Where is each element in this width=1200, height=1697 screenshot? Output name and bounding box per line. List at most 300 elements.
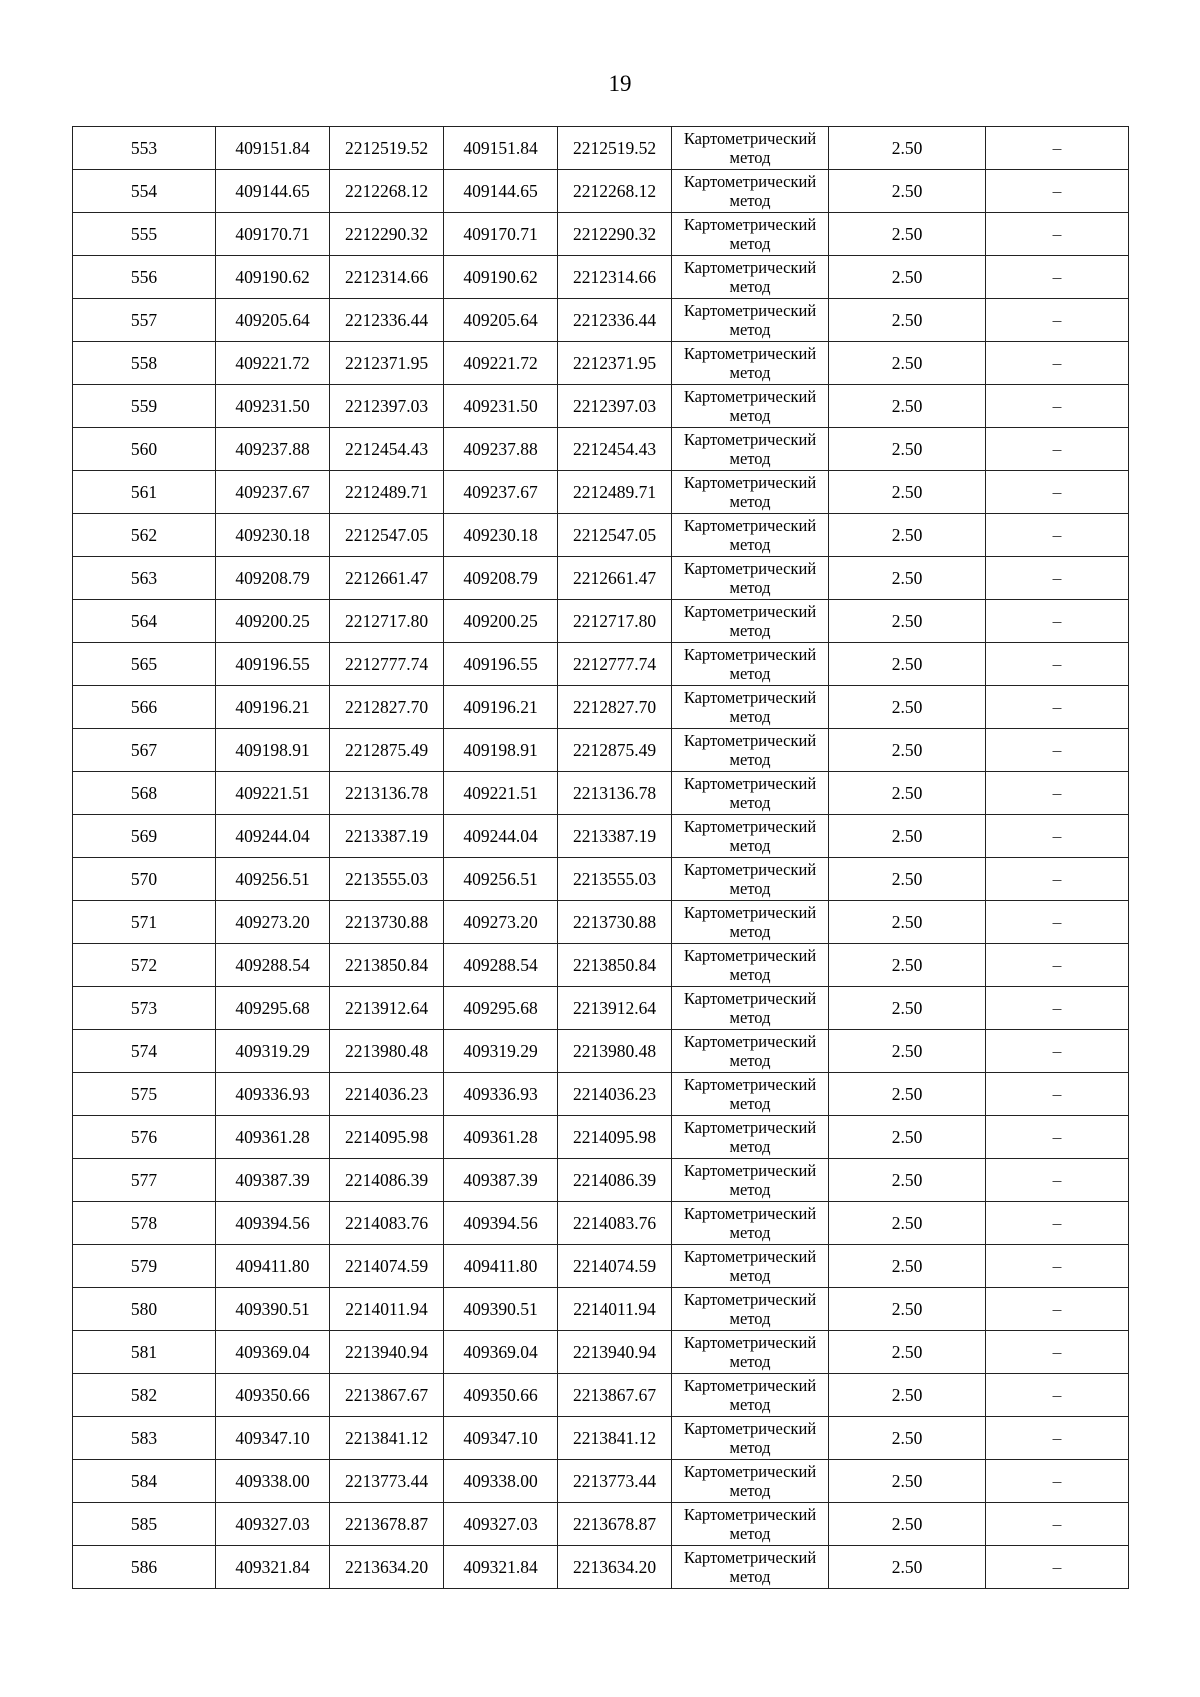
x-new-cell: 409295.68: [444, 987, 558, 1030]
method-cell: Картометрический метод: [672, 1417, 829, 1460]
x-new-cell: 409347.10: [444, 1417, 558, 1460]
x-existing-cell: 409208.79: [216, 557, 330, 600]
y-existing-cell: 2214074.59: [330, 1245, 444, 1288]
table-row: [73, 557, 1129, 600]
y-existing-cell: 2212777.74: [330, 643, 444, 686]
y-new-cell: 2213850.84: [558, 944, 672, 987]
precision-cell: 2.50: [829, 1030, 986, 1073]
table-row: [73, 213, 1129, 256]
table-row: [73, 858, 1129, 901]
y-new-cell: 2214036.23: [558, 1073, 672, 1116]
precision-cell: 2.50: [829, 1073, 986, 1116]
coordinates-table: [72, 126, 1129, 1589]
y-new-cell: 2214011.94: [558, 1288, 672, 1331]
x-new-cell: 409237.88: [444, 428, 558, 471]
y-existing-cell: 2213867.67: [330, 1374, 444, 1417]
point-number-cell: 586: [73, 1546, 216, 1589]
note-cell: –: [986, 729, 1129, 772]
table-row: [73, 1546, 1129, 1589]
x-new-cell: 409350.66: [444, 1374, 558, 1417]
x-new-cell: 409256.51: [444, 858, 558, 901]
table-row: [73, 686, 1129, 729]
precision-cell: 2.50: [829, 600, 986, 643]
y-existing-cell: 2213678.87: [330, 1503, 444, 1546]
note-cell: –: [986, 256, 1129, 299]
y-existing-cell: 2213980.48: [330, 1030, 444, 1073]
table-row: [73, 1288, 1129, 1331]
method-cell: Картометрический метод: [672, 342, 829, 385]
note-cell: –: [986, 557, 1129, 600]
x-new-cell: 409205.64: [444, 299, 558, 342]
y-new-cell: 2213634.20: [558, 1546, 672, 1589]
precision-cell: 2.50: [829, 1288, 986, 1331]
point-number-cell: 553: [73, 127, 216, 170]
y-new-cell: 2212268.12: [558, 170, 672, 213]
y-existing-cell: 2212290.32: [330, 213, 444, 256]
point-number-cell: 578: [73, 1202, 216, 1245]
y-new-cell: 2213841.12: [558, 1417, 672, 1460]
y-existing-cell: 2213841.12: [330, 1417, 444, 1460]
y-existing-cell: 2212454.43: [330, 428, 444, 471]
table-row: [73, 342, 1129, 385]
precision-cell: 2.50: [829, 643, 986, 686]
note-cell: –: [986, 858, 1129, 901]
y-existing-cell: 2213136.78: [330, 772, 444, 815]
method-cell: Картометрический метод: [672, 858, 829, 901]
x-new-cell: 409390.51: [444, 1288, 558, 1331]
point-number-cell: 572: [73, 944, 216, 987]
note-cell: –: [986, 170, 1129, 213]
note-cell: –: [986, 1073, 1129, 1116]
table-row: [73, 1030, 1129, 1073]
point-number-cell: 567: [73, 729, 216, 772]
note-cell: –: [986, 815, 1129, 858]
precision-cell: 2.50: [829, 471, 986, 514]
table-row: [73, 600, 1129, 643]
x-existing-cell: 409231.50: [216, 385, 330, 428]
precision-cell: 2.50: [829, 1202, 986, 1245]
x-existing-cell: 409237.67: [216, 471, 330, 514]
x-new-cell: 409198.91: [444, 729, 558, 772]
x-new-cell: 409144.65: [444, 170, 558, 213]
point-number-cell: 560: [73, 428, 216, 471]
y-new-cell: 2212454.43: [558, 428, 672, 471]
point-number-cell: 583: [73, 1417, 216, 1460]
x-new-cell: 409221.72: [444, 342, 558, 385]
precision-cell: 2.50: [829, 686, 986, 729]
y-existing-cell: 2212547.05: [330, 514, 444, 557]
note-cell: –: [986, 1245, 1129, 1288]
y-existing-cell: 2214086.39: [330, 1159, 444, 1202]
y-new-cell: 2213387.19: [558, 815, 672, 858]
y-new-cell: 2212547.05: [558, 514, 672, 557]
point-number-cell: 576: [73, 1116, 216, 1159]
table-row: [73, 772, 1129, 815]
x-new-cell: 409387.39: [444, 1159, 558, 1202]
y-existing-cell: 2213912.64: [330, 987, 444, 1030]
method-cell: Картометрический метод: [672, 256, 829, 299]
y-existing-cell: 2212489.71: [330, 471, 444, 514]
x-new-cell: 409327.03: [444, 1503, 558, 1546]
method-cell: Картометрический метод: [672, 600, 829, 643]
precision-cell: 2.50: [829, 1159, 986, 1202]
y-existing-cell: 2213773.44: [330, 1460, 444, 1503]
x-existing-cell: 409237.88: [216, 428, 330, 471]
x-existing-cell: 409205.64: [216, 299, 330, 342]
table-body: [73, 127, 1129, 1589]
note-cell: –: [986, 385, 1129, 428]
precision-cell: 2.50: [829, 1460, 986, 1503]
point-number-cell: 579: [73, 1245, 216, 1288]
table-row: [73, 1331, 1129, 1374]
table-row: [73, 1460, 1129, 1503]
y-existing-cell: 2214011.94: [330, 1288, 444, 1331]
x-new-cell: 409411.80: [444, 1245, 558, 1288]
y-existing-cell: 2214095.98: [330, 1116, 444, 1159]
point-number-cell: 580: [73, 1288, 216, 1331]
point-number-cell: 564: [73, 600, 216, 643]
precision-cell: 2.50: [829, 342, 986, 385]
x-new-cell: 409361.28: [444, 1116, 558, 1159]
y-new-cell: 2213730.88: [558, 901, 672, 944]
y-new-cell: 2212397.03: [558, 385, 672, 428]
x-new-cell: 409394.56: [444, 1202, 558, 1245]
x-existing-cell: 409221.51: [216, 772, 330, 815]
method-cell: Картометрический метод: [672, 1159, 829, 1202]
x-new-cell: 409196.55: [444, 643, 558, 686]
note-cell: –: [986, 514, 1129, 557]
point-number-cell: 559: [73, 385, 216, 428]
precision-cell: 2.50: [829, 514, 986, 557]
table-row: [73, 1245, 1129, 1288]
method-cell: Картометрический метод: [672, 643, 829, 686]
y-existing-cell: 2212661.47: [330, 557, 444, 600]
x-new-cell: 409231.50: [444, 385, 558, 428]
table-row: [73, 127, 1129, 170]
table-row: [73, 1116, 1129, 1159]
y-new-cell: 2213773.44: [558, 1460, 672, 1503]
table-row: [73, 256, 1129, 299]
y-existing-cell: 2212314.66: [330, 256, 444, 299]
table-row: [73, 428, 1129, 471]
x-existing-cell: 409273.20: [216, 901, 330, 944]
precision-cell: 2.50: [829, 557, 986, 600]
y-new-cell: 2212717.80: [558, 600, 672, 643]
note-cell: –: [986, 1288, 1129, 1331]
y-existing-cell: 2214036.23: [330, 1073, 444, 1116]
point-number-cell: 577: [73, 1159, 216, 1202]
y-existing-cell: 2212717.80: [330, 600, 444, 643]
note-cell: –: [986, 299, 1129, 342]
point-number-cell: 575: [73, 1073, 216, 1116]
precision-cell: 2.50: [829, 1546, 986, 1589]
y-new-cell: 2214095.98: [558, 1116, 672, 1159]
precision-cell: 2.50: [829, 256, 986, 299]
x-new-cell: 409196.21: [444, 686, 558, 729]
precision-cell: 2.50: [829, 987, 986, 1030]
y-existing-cell: 2213850.84: [330, 944, 444, 987]
y-existing-cell: 2212519.52: [330, 127, 444, 170]
table-row: [73, 987, 1129, 1030]
x-existing-cell: 409347.10: [216, 1417, 330, 1460]
y-new-cell: 2213136.78: [558, 772, 672, 815]
point-number-cell: 570: [73, 858, 216, 901]
note-cell: –: [986, 127, 1129, 170]
method-cell: Картометрический метод: [672, 514, 829, 557]
x-existing-cell: 409198.91: [216, 729, 330, 772]
y-new-cell: 2213912.64: [558, 987, 672, 1030]
note-cell: –: [986, 1159, 1129, 1202]
x-existing-cell: 409170.71: [216, 213, 330, 256]
note-cell: –: [986, 772, 1129, 815]
point-number-cell: 556: [73, 256, 216, 299]
point-number-cell: 568: [73, 772, 216, 815]
note-cell: –: [986, 342, 1129, 385]
note-cell: –: [986, 1503, 1129, 1546]
point-number-cell: 584: [73, 1460, 216, 1503]
method-cell: Картометрический метод: [672, 1288, 829, 1331]
precision-cell: 2.50: [829, 385, 986, 428]
point-number-cell: 574: [73, 1030, 216, 1073]
x-existing-cell: 409244.04: [216, 815, 330, 858]
x-existing-cell: 409196.21: [216, 686, 330, 729]
x-new-cell: 409336.93: [444, 1073, 558, 1116]
point-number-cell: 573: [73, 987, 216, 1030]
x-new-cell: 409288.54: [444, 944, 558, 987]
table-row: [73, 299, 1129, 342]
precision-cell: 2.50: [829, 1417, 986, 1460]
note-cell: –: [986, 428, 1129, 471]
y-new-cell: 2212336.44: [558, 299, 672, 342]
x-new-cell: 409321.84: [444, 1546, 558, 1589]
method-cell: Картометрический метод: [672, 901, 829, 944]
y-existing-cell: 2212875.49: [330, 729, 444, 772]
note-cell: –: [986, 213, 1129, 256]
x-new-cell: 409200.25: [444, 600, 558, 643]
point-number-cell: 582: [73, 1374, 216, 1417]
method-cell: Картометрический метод: [672, 299, 829, 342]
x-existing-cell: 409196.55: [216, 643, 330, 686]
note-cell: –: [986, 901, 1129, 944]
method-cell: Картометрический метод: [672, 127, 829, 170]
method-cell: Картометрический метод: [672, 471, 829, 514]
note-cell: –: [986, 1116, 1129, 1159]
note-cell: –: [986, 1030, 1129, 1073]
y-new-cell: 2213867.67: [558, 1374, 672, 1417]
y-existing-cell: 2213555.03: [330, 858, 444, 901]
y-existing-cell: 2213730.88: [330, 901, 444, 944]
method-cell: Картометрический метод: [672, 1331, 829, 1374]
precision-cell: 2.50: [829, 428, 986, 471]
point-number-cell: 557: [73, 299, 216, 342]
method-cell: Картометрический метод: [672, 170, 829, 213]
x-new-cell: 409369.04: [444, 1331, 558, 1374]
x-existing-cell: 409230.18: [216, 514, 330, 557]
x-new-cell: 409338.00: [444, 1460, 558, 1503]
y-new-cell: 2212875.49: [558, 729, 672, 772]
method-cell: Картометрический метод: [672, 1202, 829, 1245]
x-existing-cell: 409288.54: [216, 944, 330, 987]
note-cell: –: [986, 471, 1129, 514]
point-number-cell: 561: [73, 471, 216, 514]
x-new-cell: 409273.20: [444, 901, 558, 944]
point-number-cell: 565: [73, 643, 216, 686]
precision-cell: 2.50: [829, 1245, 986, 1288]
y-new-cell: 2214083.76: [558, 1202, 672, 1245]
y-existing-cell: 2213387.19: [330, 815, 444, 858]
x-new-cell: 409151.84: [444, 127, 558, 170]
precision-cell: 2.50: [829, 772, 986, 815]
x-existing-cell: 409151.84: [216, 127, 330, 170]
table-row: [73, 901, 1129, 944]
x-existing-cell: 409336.93: [216, 1073, 330, 1116]
note-cell: –: [986, 987, 1129, 1030]
method-cell: Картометрический метод: [672, 1073, 829, 1116]
y-new-cell: 2214086.39: [558, 1159, 672, 1202]
method-cell: Картометрический метод: [672, 428, 829, 471]
y-existing-cell: 2212371.95: [330, 342, 444, 385]
y-new-cell: 2212314.66: [558, 256, 672, 299]
table-row: [73, 385, 1129, 428]
note-cell: –: [986, 600, 1129, 643]
table-row: [73, 471, 1129, 514]
y-existing-cell: 2212397.03: [330, 385, 444, 428]
x-new-cell: 409244.04: [444, 815, 558, 858]
y-existing-cell: 2213940.94: [330, 1331, 444, 1374]
note-cell: –: [986, 1374, 1129, 1417]
method-cell: Картометрический метод: [672, 987, 829, 1030]
method-cell: Картометрический метод: [672, 686, 829, 729]
x-new-cell: 409190.62: [444, 256, 558, 299]
note-cell: –: [986, 1331, 1129, 1374]
point-number-cell: 562: [73, 514, 216, 557]
table-row: [73, 643, 1129, 686]
method-cell: Картометрический метод: [672, 557, 829, 600]
point-number-cell: 571: [73, 901, 216, 944]
precision-cell: 2.50: [829, 1503, 986, 1546]
point-number-cell: 555: [73, 213, 216, 256]
x-new-cell: 409237.67: [444, 471, 558, 514]
y-existing-cell: 2213634.20: [330, 1546, 444, 1589]
y-new-cell: 2212489.71: [558, 471, 672, 514]
note-cell: –: [986, 1417, 1129, 1460]
point-number-cell: 563: [73, 557, 216, 600]
table-row: [73, 1159, 1129, 1202]
y-new-cell: 2213980.48: [558, 1030, 672, 1073]
x-new-cell: 409230.18: [444, 514, 558, 557]
y-new-cell: 2212290.32: [558, 213, 672, 256]
y-existing-cell: 2214083.76: [330, 1202, 444, 1245]
table-row: [73, 1073, 1129, 1116]
method-cell: Картометрический метод: [672, 1374, 829, 1417]
precision-cell: 2.50: [829, 729, 986, 772]
precision-cell: 2.50: [829, 944, 986, 987]
y-existing-cell: 2212268.12: [330, 170, 444, 213]
x-existing-cell: 409350.66: [216, 1374, 330, 1417]
method-cell: Картометрический метод: [672, 772, 829, 815]
table-row: [73, 1503, 1129, 1546]
x-existing-cell: 409221.72: [216, 342, 330, 385]
y-new-cell: 2212519.52: [558, 127, 672, 170]
method-cell: Картометрический метод: [672, 729, 829, 772]
x-new-cell: 409221.51: [444, 772, 558, 815]
y-new-cell: 2213555.03: [558, 858, 672, 901]
x-new-cell: 409208.79: [444, 557, 558, 600]
x-existing-cell: 409319.29: [216, 1030, 330, 1073]
point-number-cell: 585: [73, 1503, 216, 1546]
x-existing-cell: 409256.51: [216, 858, 330, 901]
method-cell: Картометрический метод: [672, 1116, 829, 1159]
x-existing-cell: 409394.56: [216, 1202, 330, 1245]
method-cell: Картометрический метод: [672, 1503, 829, 1546]
x-existing-cell: 409327.03: [216, 1503, 330, 1546]
method-cell: Картометрический метод: [672, 1460, 829, 1503]
point-number-cell: 569: [73, 815, 216, 858]
precision-cell: 2.50: [829, 815, 986, 858]
method-cell: Картометрический метод: [672, 213, 829, 256]
x-existing-cell: 409369.04: [216, 1331, 330, 1374]
y-new-cell: 2212777.74: [558, 643, 672, 686]
method-cell: Картометрический метод: [672, 385, 829, 428]
note-cell: –: [986, 686, 1129, 729]
y-new-cell: 2213940.94: [558, 1331, 672, 1374]
table-row: [73, 514, 1129, 557]
method-cell: Картометрический метод: [672, 1030, 829, 1073]
precision-cell: 2.50: [829, 299, 986, 342]
table-row: [73, 1374, 1129, 1417]
precision-cell: 2.50: [829, 127, 986, 170]
y-new-cell: 2213678.87: [558, 1503, 672, 1546]
y-new-cell: 2212661.47: [558, 557, 672, 600]
x-new-cell: 409170.71: [444, 213, 558, 256]
point-number-cell: 558: [73, 342, 216, 385]
x-new-cell: 409319.29: [444, 1030, 558, 1073]
x-existing-cell: 409387.39: [216, 1159, 330, 1202]
precision-cell: 2.50: [829, 213, 986, 256]
x-existing-cell: 409338.00: [216, 1460, 330, 1503]
note-cell: –: [986, 1546, 1129, 1589]
y-existing-cell: 2212827.70: [330, 686, 444, 729]
note-cell: –: [986, 1460, 1129, 1503]
method-cell: Картометрический метод: [672, 815, 829, 858]
x-existing-cell: 409295.68: [216, 987, 330, 1030]
table-row: [73, 815, 1129, 858]
x-existing-cell: 409321.84: [216, 1546, 330, 1589]
method-cell: Картометрический метод: [672, 1245, 829, 1288]
note-cell: –: [986, 643, 1129, 686]
x-existing-cell: 409200.25: [216, 600, 330, 643]
method-cell: Картометрический метод: [672, 1546, 829, 1589]
precision-cell: 2.50: [829, 1374, 986, 1417]
table-row: [73, 1202, 1129, 1245]
point-number-cell: 581: [73, 1331, 216, 1374]
x-existing-cell: 409361.28: [216, 1116, 330, 1159]
y-existing-cell: 2212336.44: [330, 299, 444, 342]
precision-cell: 2.50: [829, 1116, 986, 1159]
y-new-cell: 2214074.59: [558, 1245, 672, 1288]
precision-cell: 2.50: [829, 901, 986, 944]
table-row: [73, 729, 1129, 772]
table-row: [73, 944, 1129, 987]
table-row: [73, 170, 1129, 213]
precision-cell: 2.50: [829, 1331, 986, 1374]
x-existing-cell: 409390.51: [216, 1288, 330, 1331]
note-cell: –: [986, 1202, 1129, 1245]
table-row: [73, 1417, 1129, 1460]
page-number: 19: [608, 71, 632, 96]
x-existing-cell: 409411.80: [216, 1245, 330, 1288]
y-new-cell: 2212827.70: [558, 686, 672, 729]
